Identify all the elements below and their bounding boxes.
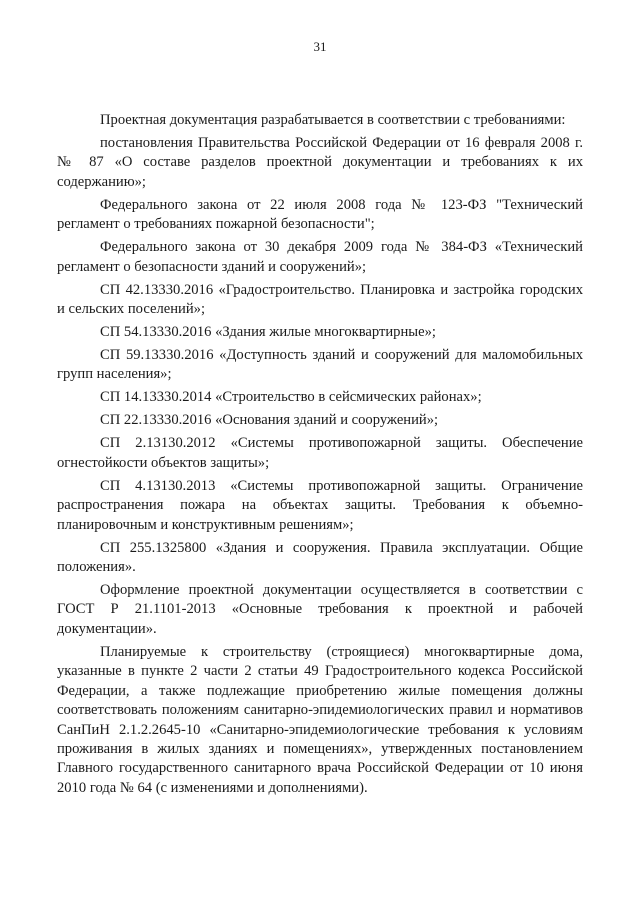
paragraph-sp-59: СП 59.13330.2016 «Доступность зданий и сооружений для маломобильных групп населения»; — [57, 347, 583, 383]
paragraph-sanpin: Планируемые к строительству (строящиеся) многоквартирные дома, указанные в пункте 2 части 2 статьи 49 Градостроительного кодекса Российской Федерации, а также подлежащие приобретению жилые помещения должны соответствовать положениям санитарно-эпидемиологических правил и нормативов СанПиН 2.1.2.2645-10 «Санитарно-эпидемиологические требования к условиям проживания в жилых зданиях и помещениях», утвержденных постановлением Главного государственного санитарного врача Российской Федерации от 10 июня 2010 года № 64 (с изменениями и дополнениями). — [57, 643, 583, 796]
document-body — [57, 111, 583, 802]
paragraph-gost: Оформление проектной документации осуществляется в соответствии с ГОСТ Р 21.1101-2013 «Основные требования к проектной и рабочей документации». — [57, 582, 583, 637]
paragraph-sp-42: СП 42.13330.2016 «Градостроительство. Планировка и застройка городских и сельских поселений»; — [57, 281, 583, 318]
paragraph-sp-22: СП 22.13330.2016 «Основания зданий и сооружений»; — [100, 412, 439, 429]
paragraph-sp-54: СП 54.13330.2016 «Здания жилые многоквартирные»; — [100, 324, 436, 341]
paragraph-federal-law-123: Федерального закона от 22 июля 2008 года № 123-ФЗ "Технический регламент о требованиях пожарной безопасности"; — [57, 196, 583, 233]
paragraph-sp-4: СП 4.13130.2013 «Системы противопожарной защиты. Ограничение распространения пожара на объектах защиты. Требования к объемно-планировочным и конструктивным решениям»; — [57, 477, 583, 533]
paragraph-government-decree: постановления Правительства Российской Федерации от 16 февраля 2008 г. № 87 «О составе разделов проектной документации и требованиях к их содержанию»; — [57, 135, 583, 190]
paragraph-sp-2: СП 2.13130.2012 «Системы противопожарной защиты. Обеспечение огнестойкости объектов защиты»; — [57, 435, 583, 471]
paragraph-sp-255: СП 255.1325800 «Здания и сооружения. Правила эксплуатации. Общие положения». — [57, 539, 583, 576]
paragraph-intro: Проектная документация разрабатывается в соответствии с требованиями: — [100, 112, 566, 128]
page-number: 31 — [313, 39, 327, 54]
paragraph-federal-law-384: Федерального закона от 30 декабря 2009 года № 384-ФЗ «Технический регламент о безопасности зданий и сооружений»; — [57, 239, 583, 275]
paragraph-sp-14: СП 14.13330.2014 «Строительство в сейсмических районах»; — [100, 389, 482, 406]
